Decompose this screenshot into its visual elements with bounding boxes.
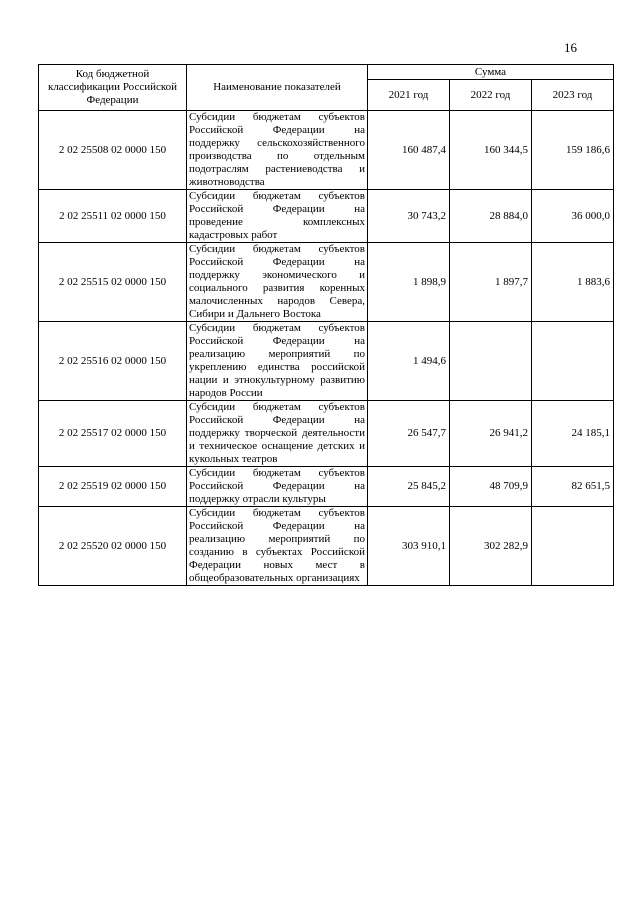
amount-2022-cell	[450, 322, 532, 401]
budget-code-cell: 2 02 25520 02 0000 150	[39, 507, 187, 586]
table-body	[39, 111, 614, 586]
table-row	[39, 243, 614, 322]
indicator-name-cell: Субсидии бюджетам субъектов Российской Федерации на проведение комплексных кадастровых работ	[187, 190, 368, 243]
amount-2021-cell: 30 743,2	[368, 190, 450, 243]
amount-2021-cell: 303 910,1	[368, 507, 450, 586]
page-number: 16	[564, 40, 577, 55]
amount-2023-cell: 82 651,5	[532, 467, 614, 507]
budget-code-cell: 2 02 25519 02 0000 150	[39, 467, 187, 507]
amount-2021-cell: 26 547,7	[368, 401, 450, 467]
budget-table	[38, 64, 614, 586]
table-row	[39, 190, 614, 243]
amount-2021-cell: 1 494,6	[368, 322, 450, 401]
header-year-2023: 2023 год	[532, 80, 614, 111]
amount-2022-cell: 48 709,9	[450, 467, 532, 507]
amount-2023-cell: 36 000,0	[532, 190, 614, 243]
amount-2021-cell: 1 898,9	[368, 243, 450, 322]
indicator-name-cell: Субсидии бюджетам субъектов Российской Федерации на реализацию мероприятий по созданию в субъектах Российской Федерации новых мест в общеобразовательных организациях	[187, 507, 368, 586]
budget-code-cell: 2 02 25508 02 0000 150	[39, 111, 187, 190]
amount-2022-cell: 302 282,9	[450, 507, 532, 586]
amount-2021-cell: 25 845,2	[368, 467, 450, 507]
indicator-name-cell: Субсидии бюджетам субъектов Российской Федерации на поддержку сельскохозяйственного производства по отдельным подотраслям растениеводства и животноводства	[187, 111, 368, 190]
amount-2023-cell	[532, 322, 614, 401]
table-row	[39, 507, 614, 586]
header-year-2021: 2021 год	[368, 80, 450, 111]
amount-2023-cell: 24 185,1	[532, 401, 614, 467]
indicator-name-cell: Субсидии бюджетам субъектов Российской Федерации на поддержку творческой деятельности и техническое оснащение детских и кукольных театров	[187, 401, 368, 467]
header-name: Наименование показателей	[187, 65, 368, 111]
table-row	[39, 401, 614, 467]
budget-code-cell: 2 02 25515 02 0000 150	[39, 243, 187, 322]
table-row	[39, 322, 614, 401]
amount-2023-cell: 159 186,6	[532, 111, 614, 190]
indicator-name-cell: Субсидии бюджетам субъектов Российской Федерации на поддержку экономического и социального развития коренных малочисленных народов Севера, Сибири и Дальнего Востока	[187, 243, 368, 322]
budget-code-cell: 2 02 25516 02 0000 150	[39, 322, 187, 401]
budget-code-cell: 2 02 25517 02 0000 150	[39, 401, 187, 467]
header-year-2022: 2022 год	[450, 80, 532, 111]
header-code: Код бюджетной классификации Российской Федерации	[39, 65, 187, 111]
amount-2022-cell: 160 344,5	[450, 111, 532, 190]
amount-2023-cell	[532, 507, 614, 586]
budget-code-cell: 2 02 25511 02 0000 150	[39, 190, 187, 243]
amount-2022-cell: 1 897,7	[450, 243, 532, 322]
table-header	[39, 65, 614, 111]
amount-2023-cell: 1 883,6	[532, 243, 614, 322]
amount-2021-cell: 160 487,4	[368, 111, 450, 190]
table-row	[39, 467, 614, 507]
header-sum: Сумма	[368, 65, 614, 80]
amount-2022-cell: 28 884,0	[450, 190, 532, 243]
amount-2022-cell: 26 941,2	[450, 401, 532, 467]
indicator-name-cell: Субсидии бюджетам субъектов Российской Федерации на поддержку отрасли культуры	[187, 467, 368, 507]
indicator-name-cell: Субсидии бюджетам субъектов Российской Федерации на реализацию мероприятий по укреплению единства российской нации и этнокультурному развитию народов России	[187, 322, 368, 401]
table-row	[39, 111, 614, 190]
